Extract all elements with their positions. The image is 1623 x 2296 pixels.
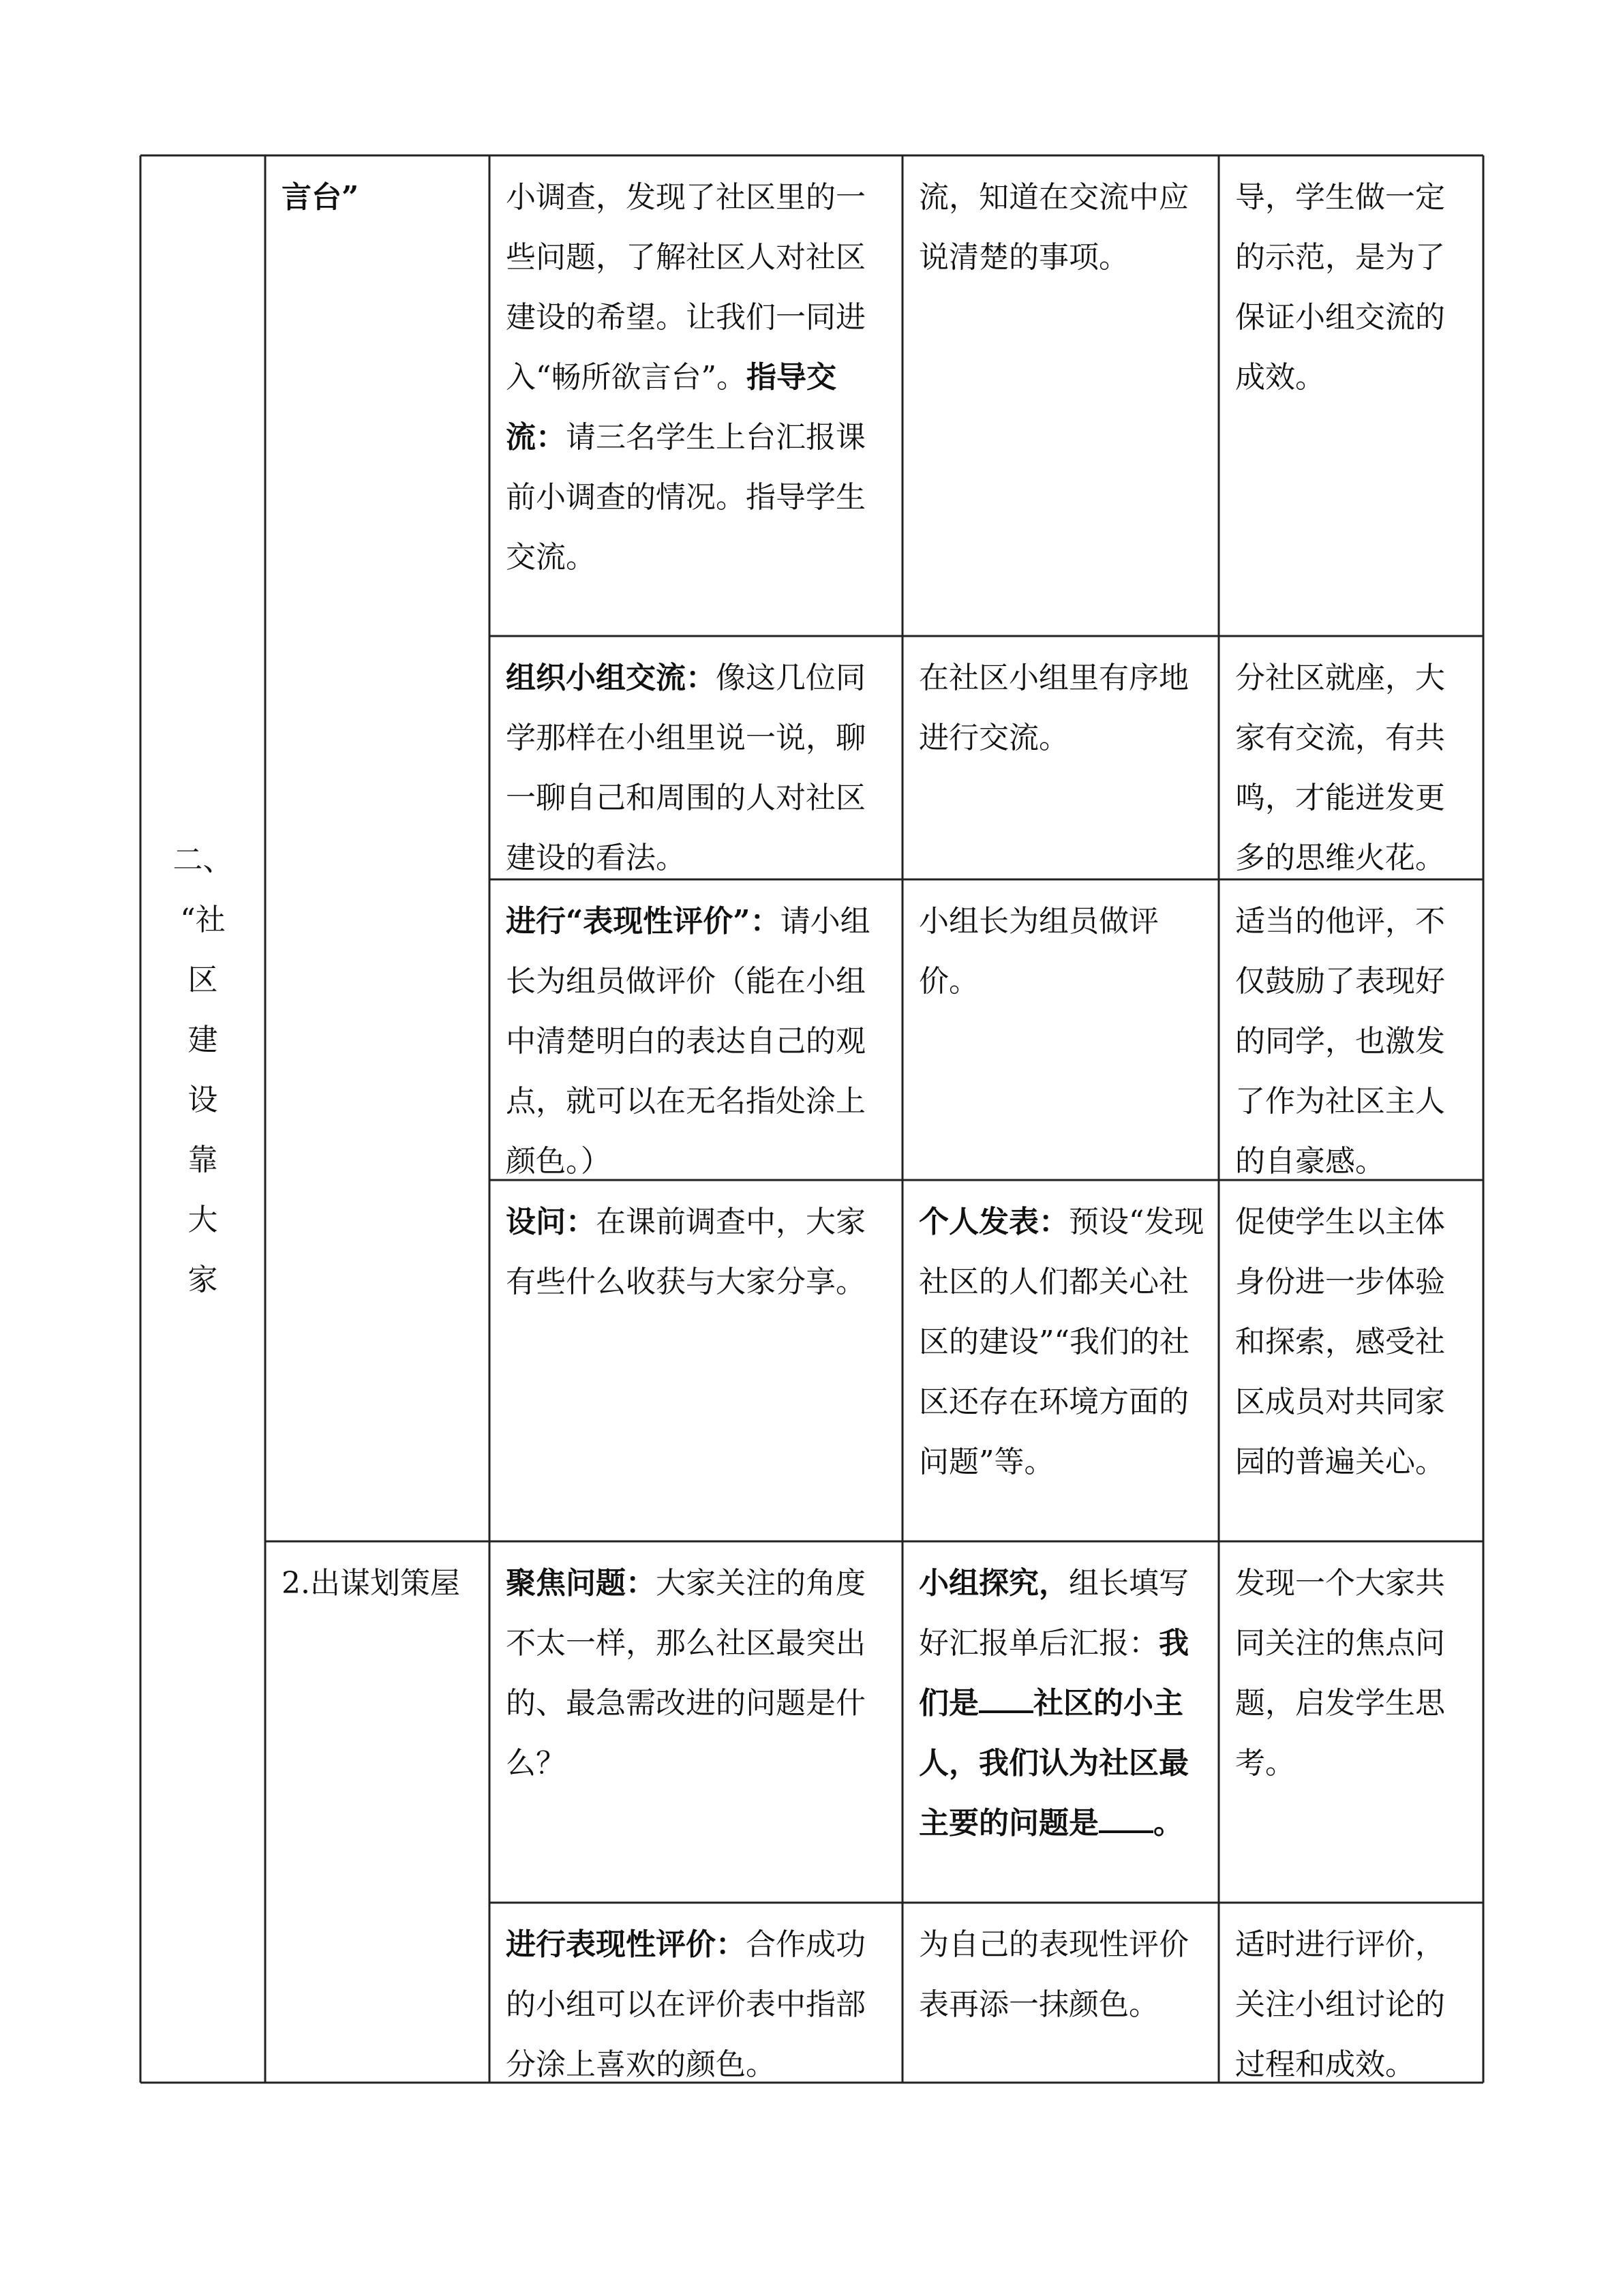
cell-text: 在课前调查中，大家有些什么收获与大家分享。 [506,1205,866,1299]
student-activity-cell [902,879,1219,1180]
design-intent-cell [1219,1541,1483,1903]
bold-label: 指导交流： [506,360,836,455]
bold-label: 我们是 [919,1626,1189,1721]
cell-text: 预设“发现社区的人们都关心社区的建设”“我们的社区还存在环境方面的问题”等。 [919,1205,1204,1479]
cell-text: 小调查，发现了社区里的一些问题，了解社区人对社区建设的希望。让我们一同进入“畅所欲言台”。 [506,180,866,395]
step-cell [265,155,489,1541]
cell-text: 为自己的表现性评价表再添一抹颜色。 [919,1927,1189,2022]
teacher-activity-cell [489,155,902,636]
stage-title [140,830,265,1310]
step-cell [265,1541,489,2083]
cell-text: 发现一个大家共同关注的焦点问题，启发学生思考。 [1235,1566,1445,1781]
stage-char: 设 [187,1083,218,1117]
bold-label: 言台” [282,180,359,215]
cell-text: 组长填写好汇报单后汇报： [919,1566,1189,1661]
student-activity-cell [902,1541,1219,1903]
cell-text: 大家关注的角度不太一样，那么社区最突出的、最急需改进的问题是什么？ [506,1566,866,1781]
teacher-activity-cell [489,1541,902,1903]
fill-in-blank [979,1680,1033,1713]
student-activity-cell [902,1903,1219,2083]
student-activity-cell [902,1180,1219,1541]
teacher-activity-cell [489,1180,902,1541]
bold-label: 聚焦问题： [506,1566,656,1601]
cell-text: 在社区小组里有序地进行交流。 [919,661,1189,755]
cell-text: 请三名学生上台汇报课前小调查的情况。指导学生交流。 [506,420,866,575]
cell-text: 像这几位同学那样在小组里说一说，聊一聊自己和周围的人对社区建设的看法。 [506,661,866,875]
bold-label: 小组探究， [919,1566,1069,1601]
bold-label: 设问： [506,1205,596,1239]
cell-text: 促使学生以主体身份进一步体验和探索，感受社区成员对共同家园的普遍关心。 [1235,1205,1445,1479]
stage-number: 二、 [172,843,233,877]
teacher-activity-cell [489,1903,902,2083]
cell-text: 合作成功的小组可以在评价表中指部分涂上喜欢的颜色。 [506,1927,866,2082]
student-activity-cell [902,155,1219,636]
design-intent-cell [1219,1180,1483,1541]
bold-label: 社区的小主人，我们认为社区最主要的问题是 [919,1686,1189,1841]
bold-label: 。 [1153,1806,1183,1841]
cell-text: 分社区就座，大家有交流，有共鸣，才能迸发更多的思维火花。 [1235,661,1445,875]
cell-text: 导，学生做一定的示范，是为了保证小组交流的成效。 [1235,180,1445,395]
bold-label: 组织小组交流： [506,661,716,695]
fill-in-blank [1099,1800,1153,1833]
teacher-activity-cell [489,879,902,1180]
design-intent-cell [1219,636,1483,879]
cell-text: 小组长为组员做评价。 [919,904,1159,999]
teacher-activity-cell [489,636,902,879]
cell-text: 流，知道在交流中应说清楚的事项。 [919,180,1189,275]
cell-text: 请小组长为组员做评价（能在小组中清楚明白的表达自己的观点，就可以在无名指处涂上颜色。） [506,904,870,1179]
stage-char: “社 [180,903,226,937]
cell-text: 适当的他评，不仅鼓励了表现好的同学，也激发了作为社区主人的自豪感。 [1235,904,1445,1179]
cell-text: 2.出谋划策屋 [282,1566,460,1601]
stage-char: 建 [187,1023,218,1057]
stage-char: 家 [187,1263,218,1297]
student-activity-cell [902,636,1219,879]
design-intent-cell [1219,1903,1483,2083]
stage-char: 大 [187,1203,218,1237]
stage-char: 靠 [187,1143,218,1177]
design-intent-cell [1219,155,1483,636]
design-intent-cell [1219,879,1483,1180]
bold-label: 个人发表： [919,1205,1069,1239]
cell-text: 适时进行评价，关注小组讨论的过程和成效。 [1235,1927,1445,2082]
bold-label: 进行“表现性评价”： [506,904,780,939]
stage-char: 区 [187,963,218,997]
bold-label: 进行表现性评价： [506,1927,746,1962]
